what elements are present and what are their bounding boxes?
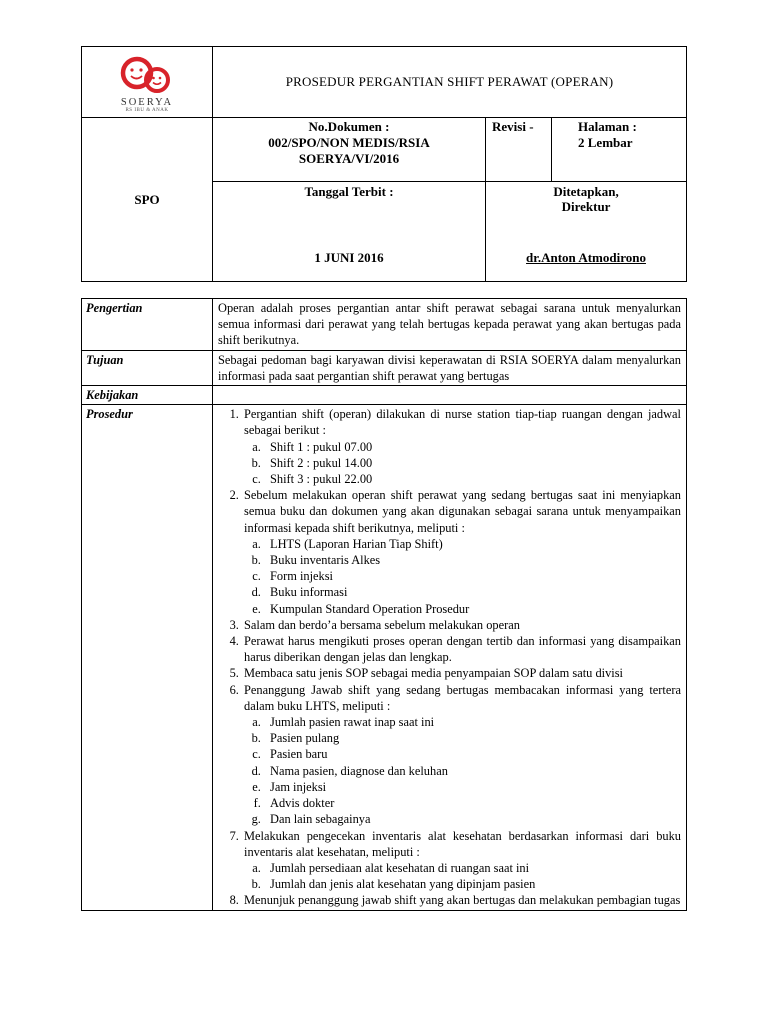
prosedur-sub-list [244, 439, 681, 488]
tanggal-terbit-value: 1 JUNI 2016 [314, 250, 384, 265]
prosedur-step-text: Menunjuk penanggung jawab shift yang akan bertugas dan melakukan pembagian tugas [244, 893, 681, 908]
prosedur-step [242, 828, 681, 893]
prosedur-sub-item: a. Shift 1 : pukul 07.00 [264, 439, 681, 455]
content-table [81, 298, 687, 911]
hospital-logo [115, 55, 179, 113]
prosedur-step [242, 487, 681, 617]
logo-name: SOERYA [120, 97, 174, 108]
prosedur-step-text: Perawat harus mengikuti proses operan dengan tertib dan informasi yang disampaikan harus diberikan dengan jelas dan lengkap. [244, 634, 681, 665]
prosedur-label: Prosedur [82, 405, 213, 910]
tanggal-terbit-label: Tanggal Terbit : [304, 184, 394, 199]
document-title: PROSEDUR PERGANTIAN SHIFT PERAWAT (OPERAN) [213, 47, 687, 118]
prosedur-step [242, 406, 681, 487]
prosedur-sub-item: d. Nama pasien, diagnose dan keluhan [264, 763, 681, 779]
halaman-label: Halaman : [578, 119, 637, 134]
prosedur-step [242, 682, 681, 828]
prosedur-sub-item: b. Shift 2 : pukul 14.00 [264, 455, 681, 471]
row-tujuan [82, 350, 687, 385]
prosedur-sub-item: c. Pasien baru [264, 746, 681, 762]
tujuan-text: Sebagai pedoman bagi karyawan divisi keperawatan di RSIA SOERYA dalam menyalurkan informasi pada saat pergantian shift perawat yang bertugas [213, 350, 687, 385]
ditetapkan-label: Ditetapkan, [553, 184, 619, 199]
ditetapkan-cell [486, 182, 687, 282]
prosedur-steps [218, 406, 681, 908]
prosedur-step [242, 633, 681, 665]
prosedur-sub-item: a. LHTS (Laporan Harian Tiap Shift) [264, 536, 681, 552]
prosedur-step-text: Penanggung Jawab shift yang sedang bertugas membacakan informasi yang tertera dalam buku LHTS, meliputi : [244, 682, 681, 713]
logo-cell [82, 47, 213, 118]
pengertian-label: Pengertian [82, 299, 213, 351]
prosedur-sub-item: a. Jumlah pasien rawat inap saat ini [264, 714, 681, 730]
prosedur-sub-item: b. Jumlah dan jenis alat kesehatan yang dipinjam pasien [264, 876, 681, 892]
logo-subtitle: RS IBU & ANAK [125, 108, 169, 113]
doc-number-value: 002/SPO/NON MEDIS/RSIA SOERYA/VI/2016 [268, 135, 430, 166]
director-name: dr.Anton Atmodirono [526, 250, 646, 265]
prosedur-sub-list [244, 536, 681, 617]
row-prosedur [82, 405, 687, 910]
doc-number-label: No.Dokumen : [308, 119, 390, 134]
prosedur-sub-item: f. Advis dokter [264, 795, 681, 811]
prosedur-step [242, 617, 681, 633]
prosedur-sub-item: e. Kumpulan Standard Operation Prosedur [264, 601, 681, 617]
prosedur-step-text: Salam dan berdo’a bersama sebelum melakukan operan [244, 617, 520, 632]
prosedur-sub-list [244, 860, 681, 892]
prosedur-sub-item: g. Dan lain sebagainya [264, 811, 681, 827]
prosedur-sub-list [244, 714, 681, 827]
prosedur-step-text: Melakukan pengecekan inventaris alat kesehatan berdasarkan informasi dari buku inventaris alat kesehatan, meliputi : [244, 828, 681, 859]
prosedur-step [242, 892, 681, 908]
tanggal-terbit-cell [213, 182, 486, 282]
revisi-label: Revisi - [492, 119, 534, 134]
prosedur-sub-item: d. Buku informasi [264, 584, 681, 600]
prosedur-sub-item: b. Pasien pulang [264, 730, 681, 746]
tujuan-label: Tujuan [82, 350, 213, 385]
prosedur-step-text: Membaca satu jenis SOP sebagai media penyampaian SOP dalam satu divisi [244, 666, 623, 681]
prosedur-step-text: Pergantian shift (operan) dilakukan di nurse station tiap-tiap ruangan dengan jadwal sebagai berikut : [244, 407, 681, 438]
prosedur-sub-item: c. Shift 3 : pukul 22.00 [264, 471, 681, 487]
row-pengertian [82, 299, 687, 351]
direktur-label: Direktur [561, 199, 611, 214]
prosedur-sub-item: b. Buku inventaris Alkes [264, 552, 681, 568]
prosedur-sub-item: a. Jumlah persediaan alat kesehatan di ruangan saat ini [264, 860, 681, 876]
header-table [81, 46, 687, 282]
prosedur-sub-item: e. Jam injeksi [264, 779, 681, 795]
pengertian-text: Operan adalah proses pergantian antar shift perawat sebagai sarana untuk menyalurkan semua informasi dari perawat yang telah bertugas kepada perawat yang akan bertugas pada shift berikutnya. [213, 299, 687, 351]
kebijakan-label: Kebijakan [82, 386, 213, 405]
row-kebijakan [82, 386, 687, 405]
prosedur-sub-item: c. Form injeksi [264, 568, 681, 584]
kebijakan-text [213, 386, 687, 405]
prosedur-step-text: Sebelum melakukan operan shift perawat yang sedang bertugas saat ini menyiapkan semua buku dan dokumen yang akan digunakan sebagai sarana untuk menyampaikan informasi kepada shift berikutnya, meliputi : [244, 488, 681, 535]
doc-number-cell [213, 118, 486, 182]
revisi-cell [486, 118, 552, 182]
soerya-logo-icon [115, 55, 179, 95]
prosedur-step [242, 665, 681, 681]
halaman-cell [552, 118, 687, 182]
prosedur-content [213, 405, 687, 910]
spo-label: SPO [82, 118, 213, 282]
halaman-value: 2 Lembar [578, 135, 633, 150]
